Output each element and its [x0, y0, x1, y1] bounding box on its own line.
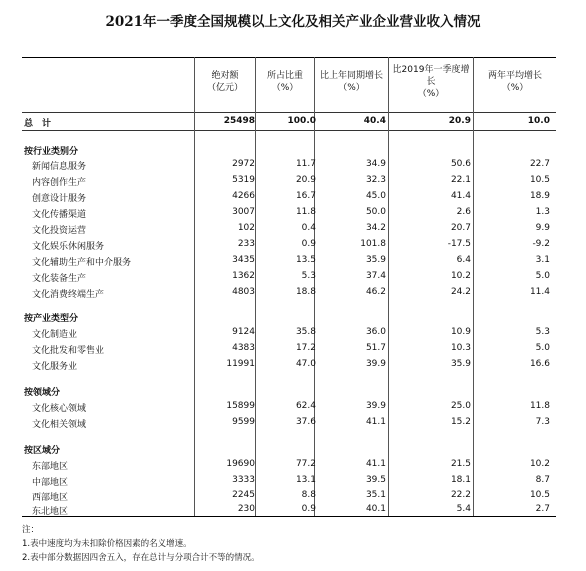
header-share: 所占比重 （%）: [266, 71, 303, 93]
section-heading: 按领域分: [24, 388, 61, 398]
section-heading: 按行业类别分: [24, 147, 79, 157]
section-heading: 按区域分: [24, 446, 61, 456]
table-row: 中部地区 3333 13.1 39.5 18.1 8.7: [32, 475, 550, 488]
table-row: 西部地区 2245 8.8 35.1 22.2 10.5: [32, 490, 550, 503]
footnote-2: 2.表中部分数据因四舍五入，存在总计与分项合计不等的情况。: [22, 553, 260, 563]
table-row: 文化辅助生产和中介服务 3435 13.5 35.9 6.4 3.1: [32, 255, 550, 268]
table-row: 文化传播渠道 3007 11.8 50.0 2.6 1.3: [32, 207, 550, 220]
table-row: 东部地区 19690 77.2 41.1 21.5 10.2: [32, 459, 550, 472]
footnote-heading: 注：: [22, 525, 40, 535]
table-row: 创意设计服务 4266 16.7 45.0 41.4 18.9: [32, 191, 550, 204]
total-row: [22, 115, 556, 130]
table-row: 文化消费终端生产 4803 18.8 46.2 24.2 11.4: [32, 287, 550, 300]
section-heading: 按产业类型分: [24, 314, 79, 324]
table-row: 文化批发和零售业 4383 17.2 51.7 10.3 5.0: [32, 343, 550, 356]
top-rule: [22, 57, 556, 58]
table-row: 文化娱乐休闲服务 233 0.9 101.8 -17.5 -9.2: [32, 239, 550, 252]
header-absolute: 绝对额 （亿元）: [206, 71, 243, 93]
total-v4: 20.9: [448, 116, 471, 126]
total-v1: 25498: [223, 116, 255, 126]
table-row: 文化核心领域 15899 62.4 39.9 25.0 11.8: [32, 401, 550, 414]
footnotes: [22, 523, 260, 565]
table-row: 东北地区 230 0.9 40.1 5.4 2.7: [32, 504, 550, 517]
total-bottom-rule: [22, 130, 556, 131]
header-vs-2019: 比2019年一季度增 长 （%）: [392, 65, 470, 99]
table-row: 新闻信息服务 2972 11.7 34.9 50.6 22.7: [32, 159, 550, 172]
total-v5: 10.0: [527, 116, 550, 126]
header-yoy: 比上年同期增长 （%）: [319, 71, 383, 93]
table-row: 文化相关领域 9599 37.6 41.1 15.2 7.3: [32, 417, 550, 430]
table-row: 内容创作生产 5319 20.9 32.3 22.1 10.5: [32, 175, 550, 188]
total-v3: 40.4: [363, 116, 386, 126]
total-label: 总 计: [24, 119, 52, 129]
table-row: 文化投资运营 102 0.4 34.2 20.7 9.9: [32, 223, 550, 236]
table-row: 文化装备生产 1362 5.3 37.4 10.2 5.0: [32, 271, 550, 284]
table-title: 2021年一季度全国规模以上文化及相关产业企业营业收入情况: [105, 14, 481, 30]
table-row: 文化制造业 9124 35.8 36.0 10.9 5.3: [32, 327, 550, 340]
total-v2: 100.0: [287, 116, 316, 126]
header-two-year-avg: 两年平均增长 （%）: [487, 71, 542, 93]
footnote-1: 1.表中速度均为未扣除价格因素的名义增速。: [22, 539, 192, 549]
header-bottom-rule: [22, 112, 556, 113]
table-row: 文化服务业 11991 47.0 39.9 35.9 16.6: [32, 359, 550, 372]
